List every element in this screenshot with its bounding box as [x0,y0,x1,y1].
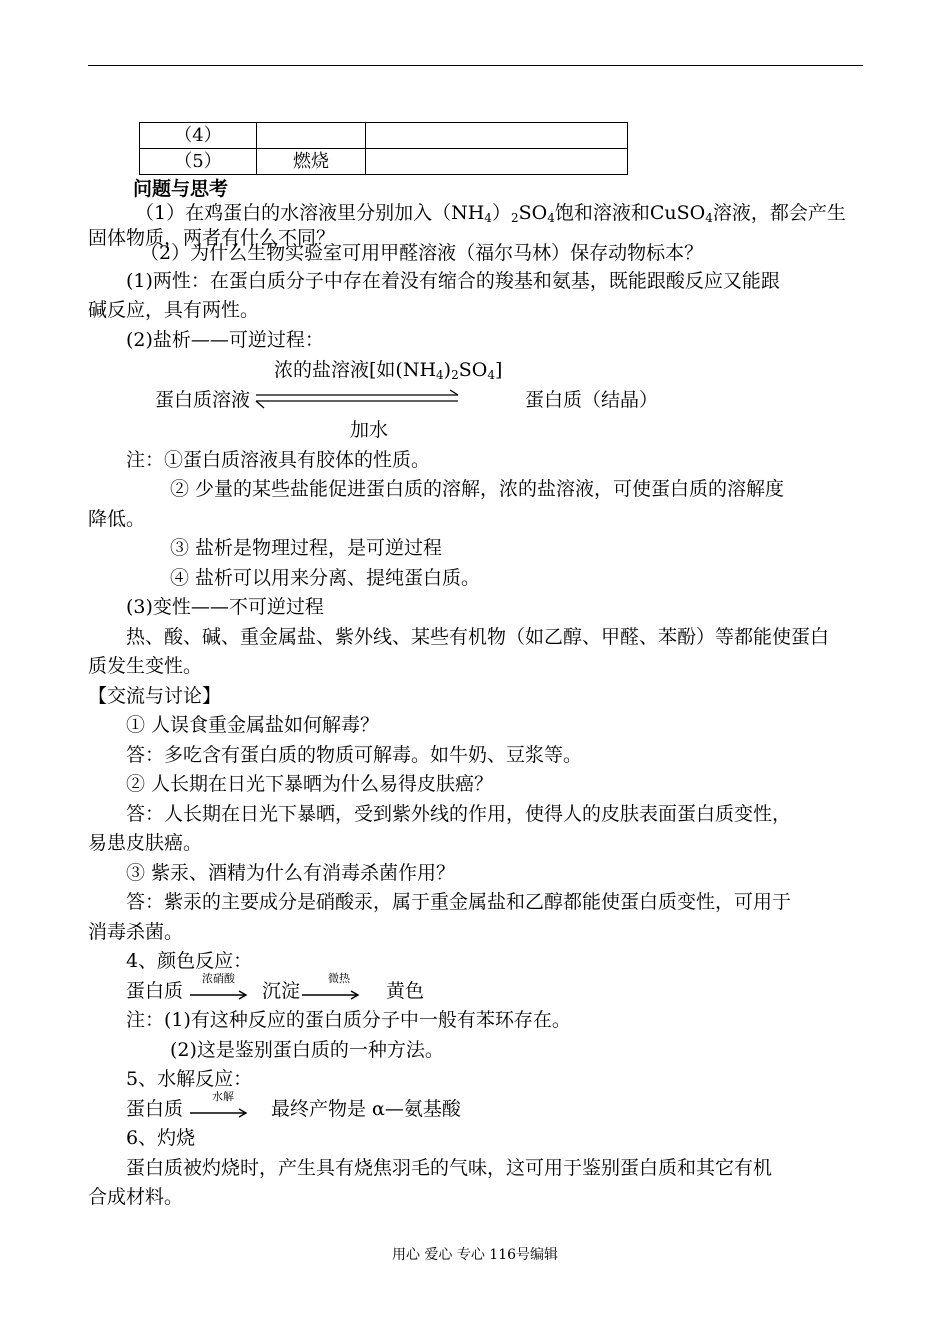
reversible-arrow-icon [252,386,464,414]
salting-right: 蛋白质（结晶） [525,389,659,411]
hydrolysis-end: 最终产物是 α—氨基酸 [271,1098,461,1120]
color-reaction-heading: 4、颜色反应： [126,950,253,972]
hydrolysis-heading: 5、水解反应： [126,1068,253,1090]
color-end: 黄色 [386,980,425,1002]
table-row [140,149,628,175]
discussion-q2: ② 人长期在日光下暴晒为什么易得皮肤癌？ [126,773,494,795]
salting-below: 加水 [350,419,389,441]
arrow-1-label: 浓硝酸 [202,972,235,985]
question-2: （2）为什么生物实验室可用甲醛溶液（福尔马林）保存动物标本？ [140,242,704,264]
discussion-a1: 答：多吃含有蛋白质的物质可解毒。如牛奶、豆浆等。 [126,744,583,766]
header-rule [88,65,863,66]
page-footer: 用心 爱心 专心 116号编辑 [391,1247,559,1263]
section-title: 问题与思考 [133,178,229,200]
question-1: （1）在鸡蛋白的水溶液里分别加入$(NH_4)_2SO_4$饱和溶液和CuSO$_4$溶液，都会产生 [135,202,846,225]
arrow-2-label: 微热 [328,972,350,985]
note-4: ④ 盐析可以用来分离、提纯蛋白质。 [170,567,481,589]
color-note-2: (2)这是鉴别蛋白质的一种方法。 [170,1039,444,1061]
denature-heading: (3)变性——不可逆过程 [126,596,324,618]
question-1-cont: 固体物质，两者有什么不同？ [88,227,336,249]
salting-condition: 浓的盐溶液[如$(NH_4)_2SO_4$] [274,359,503,382]
color-start: 蛋白质 [126,980,184,1002]
discussion-a3-cont: 消毒杀菌。 [88,921,184,943]
color-mid: 沉淀 [262,980,301,1002]
table-cell-result [366,123,628,149]
note-3: ③ 盐析是物理过程，是可逆过程 [170,537,443,559]
denature-line1: 热、酸、碱、重金属盐、紫外线、某些有机物（如乙醇、甲醛、苯酚）等都能使蛋白 [126,626,830,648]
table-row [140,123,628,149]
color-note-1: 注：(1)有这种反应的蛋白质分子中一般有苯环存在。 [126,1009,571,1031]
hydrolysis-start: 蛋白质 [126,1098,184,1120]
discussion-a3: 答：紫汞的主要成分是硝酸汞，属于重金属盐和乙醇都能使蛋白质变性，可用于 [126,891,792,913]
experiment-table [139,122,628,175]
discussion-title: 【交流与讨论】 [88,685,222,707]
table-cell-index: （5） [140,149,257,175]
discussion-a2-cont: 易患皮肤癌。 [88,832,203,854]
burning-line1: 蛋白质被灼烧时，产生具有烧焦羽毛的气味，这可用于鉴别蛋白质和其它有机 [126,1157,773,1179]
salting-heading: (2)盐析——可逆过程： [126,329,324,351]
table-cell-result [366,149,628,175]
denature-line2: 质发生变性。 [88,655,203,677]
discussion-q1: ① 人误食重金属盐如何解毒？ [126,714,380,736]
burning-line2: 合成材料。 [88,1186,184,1208]
arrow-right-icon [190,990,250,1000]
arrow-right-icon [190,1108,250,1118]
hydrolysis-arrow-label: 水解 [212,1090,234,1103]
discussion-q3: ③ 紫汞、酒精为什么有消毒杀菌作用？ [126,862,456,884]
amphoteric-line2: 碱反应，具有两性。 [88,299,260,321]
arrow-right-icon [302,990,362,1000]
amphoteric-line1: (1)两性：在蛋白质分子中存在着没有缩合的羧基和氨基，既能跟酸反应又能跟 [126,270,780,292]
note-1: 注：①蛋白质溶液具有胶体的性质。 [126,449,431,471]
note-2: ② 少量的某些盐能促进蛋白质的溶解，浓的盐溶液，可使蛋白质的溶解度 [170,478,785,500]
burning-heading: 6、灼烧 [126,1127,196,1149]
table-cell-index: （4） [140,123,257,149]
table-cell-method: 燃烧 [257,149,366,175]
table-cell-method [257,123,366,149]
salting-left: 蛋白质溶液 [155,389,251,411]
note-2-cont: 降低。 [88,508,146,530]
discussion-a2: 答：人长期在日光下暴晒，受到紫外线的作用，使得人的皮肤表面蛋白质变性， [126,803,792,825]
